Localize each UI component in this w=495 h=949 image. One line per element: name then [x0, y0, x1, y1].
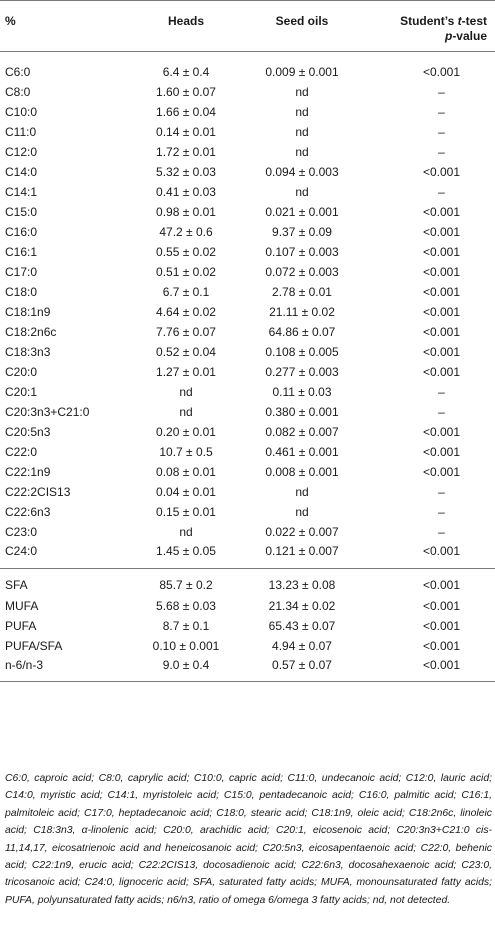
cell-name: MUFA	[5, 598, 39, 613]
cell-seed-oils: 21.11 ± 0.02	[269, 304, 335, 319]
cell-p-value: –	[438, 104, 445, 119]
cell-heads: 47.2 ± 0.6	[159, 224, 213, 239]
cell-seed-oils: nd	[295, 184, 309, 199]
summary-rows	[0, 569, 495, 682]
table-row	[0, 482, 495, 502]
cell-heads: 4.64 ± 0.02	[156, 304, 216, 319]
cell-name: C20:5n3	[5, 424, 51, 439]
header-heads: Heads	[130, 1, 242, 52]
cell-p-value: <0.001	[422, 424, 461, 439]
cell-name: C6:0	[5, 64, 31, 79]
table-row	[0, 362, 495, 382]
cell-heads: nd	[179, 524, 193, 539]
table-row	[0, 522, 495, 542]
table-row	[0, 569, 495, 596]
cell-name: n-6/n-3	[0, 656, 130, 682]
header-p-value-line2: p-value	[444, 29, 487, 43]
cell-name: C18:3n3	[5, 344, 51, 359]
table-row	[0, 442, 495, 462]
cell-name: C18:2n6c	[5, 324, 57, 339]
cell-p-value: <0.001	[422, 464, 461, 479]
table-row	[0, 656, 495, 682]
cell-seed-oils: 13.23 ± 0.08	[268, 578, 336, 593]
cell-seed-oils: 0.121 ± 0.007	[242, 542, 362, 569]
cell-seed-oils: 0.021 ± 0.001	[265, 204, 339, 219]
cell-name: C17:0	[5, 264, 38, 279]
cell-seed-oils: 0.277 ± 0.003	[265, 364, 339, 379]
cell-seed-oils: 0.082 ± 0.007	[265, 424, 339, 439]
cell-p-value: <0.001	[422, 444, 461, 459]
cell-p-value: <0.001	[422, 164, 461, 179]
cell-p-value: –	[438, 484, 445, 499]
cell-seed-oils: 65.43 ± 0.07	[268, 618, 336, 633]
cell-p-value: <0.001	[422, 618, 461, 633]
cell-name: PUFA	[5, 618, 37, 633]
cell-p-value: <0.001	[422, 224, 461, 239]
cell-name: C22:0	[5, 444, 38, 459]
cell-heads: 6.4 ± 0.4	[162, 64, 210, 79]
cell-p-value: –	[438, 384, 445, 399]
cell-p-value: <0.001	[362, 656, 495, 682]
table-row	[0, 422, 495, 442]
table-row	[0, 182, 495, 202]
cell-heads: 0.20 ± 0.01	[156, 424, 216, 439]
cell-seed-oils: 0.072 ± 0.003	[265, 264, 339, 279]
table-row	[0, 382, 495, 402]
cell-seed-oils: 0.11 ± 0.03	[272, 384, 332, 399]
cell-seed-oils: 4.94 ± 0.07	[272, 638, 332, 653]
cell-p-value: –	[438, 524, 445, 539]
cell-p-value: <0.001	[422, 638, 461, 653]
cell-name: C22:6n3	[5, 504, 51, 519]
cell-seed-oils: 0.022 ± 0.007	[265, 524, 339, 539]
cell-seed-oils: nd	[295, 484, 309, 499]
table-row	[0, 302, 495, 322]
cell-seed-oils: 2.78 ± 0.01	[272, 284, 332, 299]
table-row	[0, 222, 495, 242]
cell-name: C16:1	[5, 244, 38, 259]
cell-seed-oils: 0.107 ± 0.003	[265, 244, 339, 259]
cell-name: SFA	[5, 578, 28, 593]
cell-heads: 0.98 ± 0.01	[156, 204, 216, 219]
cell-name: C11:0	[5, 124, 37, 139]
table-row	[0, 142, 495, 162]
cell-heads: 1.66 ± 0.04	[156, 104, 216, 119]
table-row	[0, 202, 495, 222]
cell-name: C20:1	[5, 384, 38, 399]
cell-heads: 0.04 ± 0.01	[156, 484, 216, 499]
table-row	[0, 102, 495, 122]
cell-p-value: <0.001	[422, 204, 461, 219]
cell-name: C22:2CIS13	[5, 484, 71, 499]
cell-heads: nd	[179, 404, 193, 419]
cell-p-value: –	[438, 404, 445, 419]
table-row	[0, 342, 495, 362]
cell-p-value: <0.001	[422, 304, 461, 319]
cell-name: C15:0	[5, 204, 38, 219]
cell-seed-oils: 0.461 ± 0.001	[265, 444, 339, 459]
cell-p-value: –	[438, 84, 445, 99]
cell-name: C22:1n9	[5, 464, 51, 479]
cell-name: C18:1n9	[5, 304, 51, 319]
cell-seed-oils: 64.86 ± 0.07	[268, 324, 336, 339]
table-footnote: C6:0, caproic acid; C8:0, caprylic acid; C10:0, capric acid; C11:0, undecanoic acid; C12:0, lauric acid; C14:0, myristic acid; C14:1, myristoleic acid; C15:0, pentadecanoic acid; C16:0, palmitic acid; C16:1, palmitoleic acid; C17:0, heptadecanoic acid; C18:0, stearic acid; C18:1n9, oleic acid; C18:2n6c, linoleic acid; C18:3n3, α-linolenic acid; C20:0, arachidic acid; C20:1, eicosenoic acid; C20:3n3+C21:0 cis-11,14,17, eicosatrienoic acid and heneicosanoic acid; C20:5n3, eicosapentaenoic acid; C22:0, behenic acid; C22:1n9, erucic acid; C22:2CIS13, docosadienoic acid; C22:6n3, docosahexaenoic acid; C23:0, tricosanoic acid; C24:0, lignoceric acid; SFA, saturated fatty acids; MUFA, monounsaturated fatty acids; PUFA, polyunsaturated fatty acids; n6/n3, ratio of omega 6/omega 3 fatty acids; nd, not detected.	[5, 773, 492, 906]
cell-name: PUFA/SFA	[5, 638, 63, 653]
cell-p-value: <0.001	[422, 244, 461, 259]
cell-heads: 0.08 ± 0.01	[156, 464, 216, 479]
cell-p-value: <0.001	[422, 344, 461, 359]
table-row	[0, 636, 495, 656]
cell-heads: 1.60 ± 0.07	[156, 84, 216, 99]
cell-name: C12:0	[5, 144, 38, 159]
table-row	[0, 122, 495, 142]
cell-p-value: <0.001	[422, 324, 461, 339]
table-row	[0, 462, 495, 482]
cell-p-value: –	[438, 504, 445, 519]
cell-name: C16:0	[5, 224, 38, 239]
header-t-test	[362, 1, 495, 52]
cell-heads: 10.7 ± 0.5	[159, 444, 213, 459]
table-row	[0, 502, 495, 522]
header-t-test-line1: Student’s t-test	[400, 14, 487, 28]
table-row	[0, 402, 495, 422]
cell-heads: 6.7 ± 0.1	[162, 284, 210, 299]
cell-seed-oils: nd	[295, 504, 309, 519]
table-row	[0, 262, 495, 282]
table-row	[0, 82, 495, 102]
table-row	[0, 322, 495, 342]
cell-seed-oils: nd	[295, 84, 309, 99]
table-row	[0, 52, 495, 82]
cell-p-value: <0.001	[422, 284, 461, 299]
cell-p-value: <0.001	[362, 542, 495, 569]
cell-heads: 0.51 ± 0.02	[156, 264, 216, 279]
cell-seed-oils: 0.57 ± 0.07	[242, 656, 362, 682]
cell-heads: 1.45 ± 0.05	[130, 542, 242, 569]
header-percent: %	[0, 1, 130, 52]
cell-heads: 0.15 ± 0.01	[156, 504, 216, 519]
cell-heads: 5.32 ± 0.03	[156, 164, 216, 179]
cell-p-value: <0.001	[422, 64, 461, 79]
cell-name: C20:0	[5, 364, 38, 379]
cell-heads: 0.52 ± 0.04	[156, 344, 216, 359]
cell-seed-oils: 0.108 ± 0.005	[265, 344, 339, 359]
table-row	[0, 162, 495, 182]
cell-p-value: <0.001	[422, 264, 461, 279]
cell-name: C14:0	[5, 164, 38, 179]
cell-heads: 0.55 ± 0.02	[156, 244, 216, 259]
cell-name: C14:1	[5, 184, 38, 199]
table-row	[0, 242, 495, 262]
fatty-acid-rows	[0, 52, 495, 569]
header-seed-oils: Seed oils	[242, 1, 362, 52]
cell-seed-oils: 0.008 ± 0.001	[265, 464, 339, 479]
cell-seed-oils: 21.34 ± 0.02	[268, 598, 336, 613]
cell-p-value: –	[438, 144, 445, 159]
cell-heads: 5.68 ± 0.03	[156, 598, 216, 613]
cell-seed-oils: 0.380 ± 0.001	[265, 404, 339, 419]
cell-name: C23:0	[5, 524, 38, 539]
cell-heads: nd	[179, 384, 193, 399]
cell-p-value: <0.001	[422, 598, 461, 613]
cell-seed-oils: 9.37 ± 0.09	[272, 224, 332, 239]
cell-name: C8:0	[5, 84, 31, 99]
cell-heads: 1.72 ± 0.01	[156, 144, 216, 159]
cell-seed-oils: nd	[295, 144, 309, 159]
cell-name: C18:0	[5, 284, 38, 299]
cell-heads: 9.0 ± 0.4	[130, 656, 242, 682]
cell-name: C20:3n3+C21:0	[5, 404, 90, 419]
cell-seed-oils: 0.094 ± 0.003	[265, 164, 339, 179]
cell-heads: 8.7 ± 0.1	[162, 618, 210, 633]
cell-p-value: <0.001	[422, 364, 461, 379]
cell-seed-oils: nd	[295, 104, 309, 119]
table-header	[0, 1, 495, 52]
cell-heads: 1.27 ± 0.01	[156, 364, 216, 379]
cell-name: C24:0	[0, 542, 130, 569]
cell-p-value: –	[438, 124, 445, 139]
cell-name: C10:0	[5, 104, 38, 119]
cell-heads: 7.76 ± 0.07	[156, 324, 216, 339]
table-row	[0, 616, 495, 636]
cell-heads: 85.7 ± 0.2	[159, 578, 213, 593]
cell-p-value: <0.001	[422, 578, 461, 593]
cell-heads: 0.14 ± 0.01	[156, 124, 216, 139]
table-row	[0, 282, 495, 302]
table-row	[0, 542, 495, 569]
cell-heads: 0.10 ± 0.001	[152, 638, 220, 653]
table-row	[0, 596, 495, 616]
cell-heads: 0.41 ± 0.03	[156, 184, 216, 199]
cell-p-value: –	[438, 184, 445, 199]
cell-seed-oils: 0.009 ± 0.001	[265, 64, 339, 79]
cell-seed-oils: nd	[295, 124, 309, 139]
